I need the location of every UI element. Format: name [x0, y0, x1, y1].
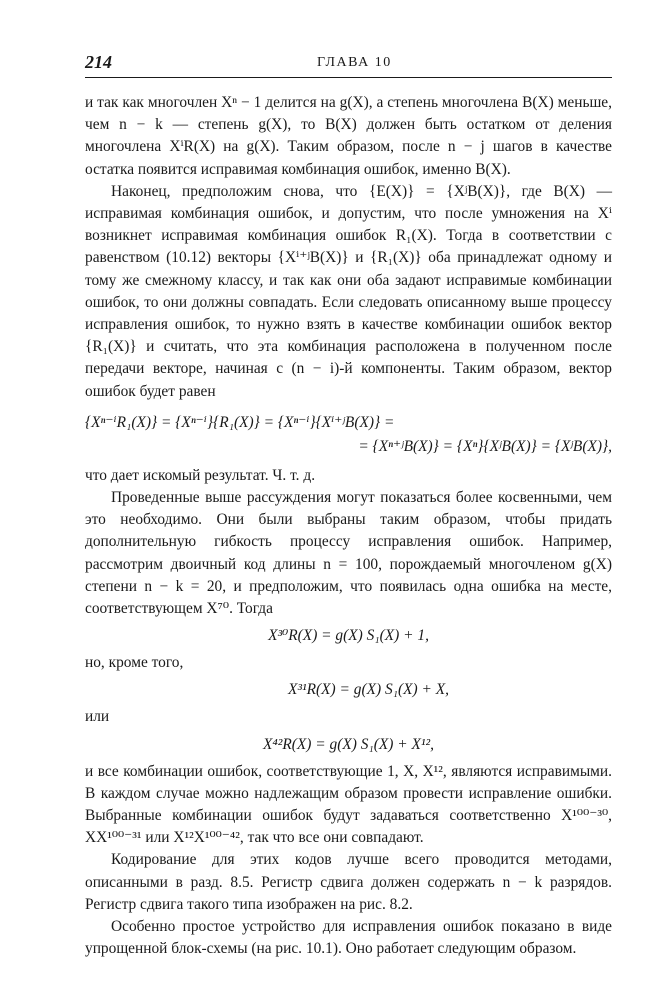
- error-vector-formula: [85, 411, 612, 459]
- paragraph-example: Проведенные выше рассуждения могут показаться более косвенными, чем это необходимо. Они были выбраны таким образом, чтобы придать дополнительную гибкость процессу исправления ошибок. Например, рассмотрим двоичный код длины n = 100, порождаемый многочленом g(X) степени n − k = 20, и предположим, что появилась одна ошибка на месте, соответствующем X⁷⁰. Тогда: [85, 489, 612, 618]
- paragraph-correctable-patterns: и все комбинации ошибок, соответствующие 1, X, X¹², являются исправимыми. В каждом случае можно надлежащим образом провести исправление ошибки. Выбранные комбинации ошибок будут задаваться соответственно X¹⁰⁰⁻³⁰, XX¹⁰⁰⁻³¹ или X¹²X¹⁰⁰⁻⁴², так что все они совпадают.: [85, 762, 612, 847]
- body-text: [85, 92, 612, 961]
- page-header: [85, 52, 612, 78]
- paragraph-continuation: и так как многочлен Xⁿ − 1 делится на g(X), а степень многочлена B(X) меньше, чем n − k — степень g(X), то B(X) должен быть остатком от деления многочлена XⁱR(X) на g(X). Таким образом, после n − j шагов в качестве остатка появится исправимая комбинация ошибок, именно B(X).: [85, 94, 612, 178]
- page-number: 214: [85, 52, 112, 72]
- equation-x30: X³⁰R(X) = g(X) S₁(X) + 1,: [268, 627, 429, 645]
- equation-x42: X⁴²R(X) = g(X) S₁(X) + X¹²,: [263, 735, 434, 753]
- header-rule: [85, 77, 612, 78]
- error-vector-formula-line-2: = {Xⁿ⁺ʲB(X)} = {Xⁿ}{XʲB(X)} = {XʲB(X)},: [358, 437, 612, 455]
- paragraph-device: Особенно простое устройство для исправления ошибок показано в виде упрощенной блок-схемы (на рис. 10.1). Оно работает следующим образом.: [85, 918, 612, 958]
- paragraph-encoding: Кодирование для этих кодов лучше всего проводится методами, описанными в разд. 8.5. Регистр сдвига должен содержать n − k разрядов. Регистр сдвига такого типа изображен на рис. 8.2.: [85, 851, 612, 913]
- equation-x31: X³¹R(X) = g(X) S₁(X) + X,: [288, 681, 449, 699]
- error-vector-formula-line-1: {Xⁿ⁻ⁱR₁(X)} = {Xⁿ⁻ⁱ}{R₁(X)} = {Xⁿ⁻ⁱ}{Xⁱ⁺ʲB(X)} =: [85, 413, 395, 431]
- connector-moreover: но, кроме того,: [85, 654, 184, 672]
- paragraph-proof-second-case: Наконец, предположим снова, что {E(X)} = {XʲB(X)}, где B(X) — исправимая комбинация ошибок, и допустим, что после умножения на Xⁱ возникнет исправимая комбинация ошибок R₁(X). Тогда в соответствии с равенством (10.12) векторы {Xⁱ⁺ʲB(X)} и {R₁(X)} оба принадлежат одному и тому же смежному классу, и так как они оба задают исправимые комбинации ошибок, то они должны совпадать. Если следовать описанному выше процессу исправления ошибок, то нужно взять в качестве комбинации ошибок вектор {R₁(X)} и считать, что эта комбинация расположена в полученном после передачи векторе, начиная с (n − i)-й компоненты. Таким образом, вектор ошибок будет равен: [85, 182, 612, 400]
- running-head: ГЛАВА 10: [317, 55, 392, 70]
- paragraph-qed: что дает искомый результат. Ч. т. д.: [85, 466, 316, 484]
- connector-or: или: [85, 708, 110, 726]
